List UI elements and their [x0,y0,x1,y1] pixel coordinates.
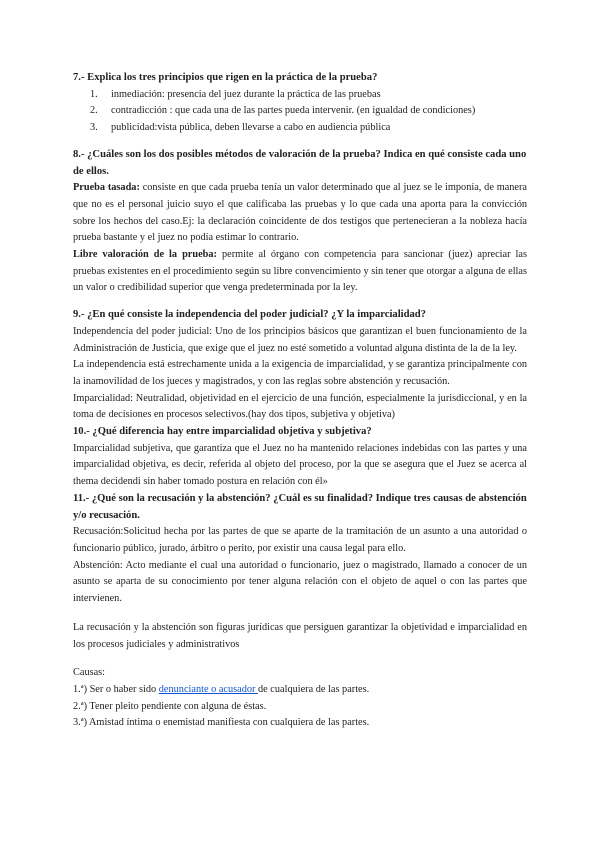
question-7-heading: 7.- Explica los tres principios que rigen en la práctica de la prueba? [73,72,378,83]
libre-valoracion-paragraph [73,247,527,297]
principles-list [73,87,527,137]
question-9-heading: 9.- ¿En qué consiste la independencia del poder judicial? ¿Y la imparcialidad? [73,309,426,321]
list-number: 2. [90,105,98,117]
list-text: publicidad:vista pública, deben llevarse a cabo en audiencia pública [111,122,391,134]
libre-valoracion-label: Libre valoración de la prueba: [73,249,217,261]
denunciante-link[interactable]: denunciante o acusador [158,683,258,695]
causa-1 [73,682,527,699]
causa-1-suffix: de cualquiera de las partes. [258,683,370,695]
figuras-juridicas-paragraph: La recusación y la abstención son figuras jurídicas que persiguen garantizar la objetividad e imparcialidad en los procesos judiciales y administrativos [73,621,527,650]
question-10-heading: 10.- ¿Qué diferencia hay entre imparcialidad objetiva y subjetiva? [73,426,372,438]
recusacion-paragraph: Recusación:Solicitud hecha por las partes de que se aparte de la tramitación de un asunto a una autoridad o funcionario público, jurado, árbitro o perito, por existir una causa legal para ello. [73,526,527,554]
list-item [73,103,527,120]
causa-2: 2.ª) Tener pleito pendiente con alguna de éstas. [73,700,267,712]
document-page [73,70,527,732]
causa-3: 3.ª) Amistad íntima o enemistad manifiesta con cualquiera de las partes. [73,717,370,729]
list-text: contradicción : que cada una de las partes pueda intervenir. (en igualdad de condiciones) [111,105,476,117]
prueba-tasada-label: Prueba tasada: [73,182,140,194]
list-item [73,87,527,104]
causas-label: Causas: [73,667,106,679]
prueba-tasada-paragraph [73,180,527,247]
question-11-heading: 11.- ¿Qué son la recusación y la abstención? ¿Cuál es su finalidad? Indique tres causas de abstención y/o recusación. [73,492,527,521]
imparcialidad-definition: Imparcialidad: Neutralidad, objetividad en el ejercicio de una función, especialmente la jurisdiccional, y en la toma de decisiones en procesos selectivos.(hay dos tipos, subjetiva y objetiva) [73,392,527,421]
abstencion-paragraph: Abstención: Acto mediante el cual una autoridad o funcionario, juez o magistrado, llamado a conocer de un asunto se aparta de su conocimiento por tener alguna relación con el objeto de aquel o con las partes que intervienen. [73,559,527,605]
list-number: 3. [90,122,98,134]
list-text: inmediación: presencia del juez durante la práctica de las pruebas [111,88,381,100]
list-number: 1. [90,88,98,100]
prueba-tasada-text: consiste en que cada prueba tenía un valor determinado que al juez se le imponía, de manera que no es el personal juicio suyo el que calificaba las pruebas y lo que cada una aporta para la convicción sobre los hechos del caso.Ej: la declaración coincidente de dos testigos que pertenecieran a la nobleza hacía prueba bastante y el juez no podía estimar lo contrario. [73,182,527,244]
causa-1-prefix: 1.ª) Ser o haber sido [73,683,159,695]
independencia-paragraph: Independencia del poder judicial: Uno de los principios básicos que garantizan el buen funcionamiento de la Administración de Justicia, que exige que el juez no esté sometido a voluntad alguna distinta de la de la ley. [73,325,527,354]
imparcialidad-tipos-paragraph: Imparcialidad subjetiva, que garantiza que el Juez no ha mantenido relaciones indebidas con las partes y una imparcialidad objetiva, es decir, referida al objeto del proceso, por la que se asegura que el Juez se acerca al thema decidendi sin haber tomado postura en relación con él» [73,442,527,488]
libre-valoracion-text: permite al órgano con competencia para sancionar (juez) apreciar las pruebas existentes en el procedimiento según su libre convencimiento y sin tener que otorgar a alguna de ellas un valor o credibilidad superior que venga predeterminada por la ley. [73,249,527,294]
question-8-heading: 8.- ¿Cuáles son los dos posibles métodos de valoración de la prueba? Indica en qué consiste cada uno de ellos. [73,148,527,177]
imparcialidad-union-paragraph: La independencia está estrechamente unida a la exigencia de imparcialidad, y se garantiza principalmente con la inamovilidad de los jueces y magistrados, y con las reglas sobre abstención y recusación. [73,359,527,387]
list-item [73,120,527,137]
